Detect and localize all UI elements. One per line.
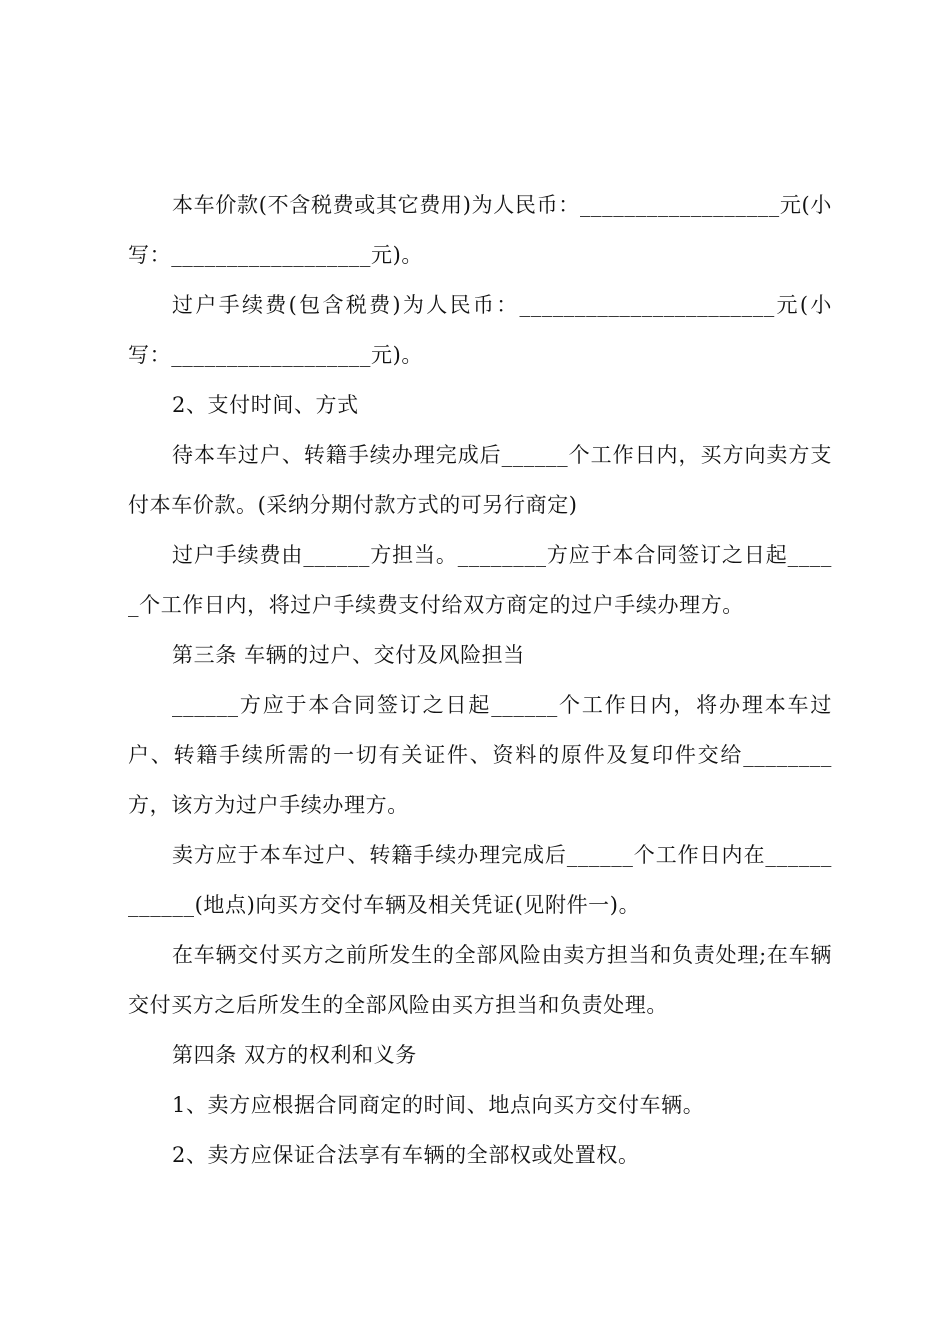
price-paragraph: 本车价款(不含税费或其它费用)为人民币：__________________元(小写：__________________元)。 [128, 193, 832, 267]
payment-time-heading: 2、支付时间、方式 [172, 393, 359, 417]
article-three-heading: 第三条 车辆的过户、交付及风险担当 [172, 643, 525, 667]
transfer-fee-paragraph: 过户手续费(包含税费)为人民币：_______________________元(小写：__________________元)。 [128, 293, 832, 367]
documents-handover-paragraph: ______方应于本合同签订之日起______个工作日内，将办理本车过户、转籍手续所需的一切有关证件、资料的原件及复印件交给________方，该方为过户手续办理方。 [128, 693, 832, 817]
vehicle-delivery-paragraph: 卖方应于本车过户、转籍手续办理完成后______个工作日内在____________(地点)向买方交付车辆及相关凭证(见附件一)。 [128, 843, 832, 917]
seller-obligation-2: 2、卖方应保证合法享有车辆的全部权或处置权。 [172, 1143, 640, 1167]
payment-paragraph: 待本车过户、转籍手续办理完成后______个工作日内，买方向卖方支付本车价款。(采纳分期付款方式的可另行商定) [128, 443, 832, 517]
fee-responsibility-paragraph: 过户手续费由______方担当。________方应于本合同签订之日起_____个工作日内，将过户手续费支付给双方商定的过户手续办理方。 [128, 543, 832, 617]
seller-obligation-1: 1、卖方应根据合同商定的时间、地点向买方交付车辆。 [172, 1093, 705, 1117]
document-body [128, 180, 832, 1180]
risk-paragraph: 在车辆交付买方之前所发生的全部风险由卖方担当和负责处理;在车辆交付买方之后所发生的全部风险由买方担当和负责处理。 [128, 943, 832, 1017]
article-four-heading: 第四条 双方的权利和义务 [172, 1043, 417, 1067]
